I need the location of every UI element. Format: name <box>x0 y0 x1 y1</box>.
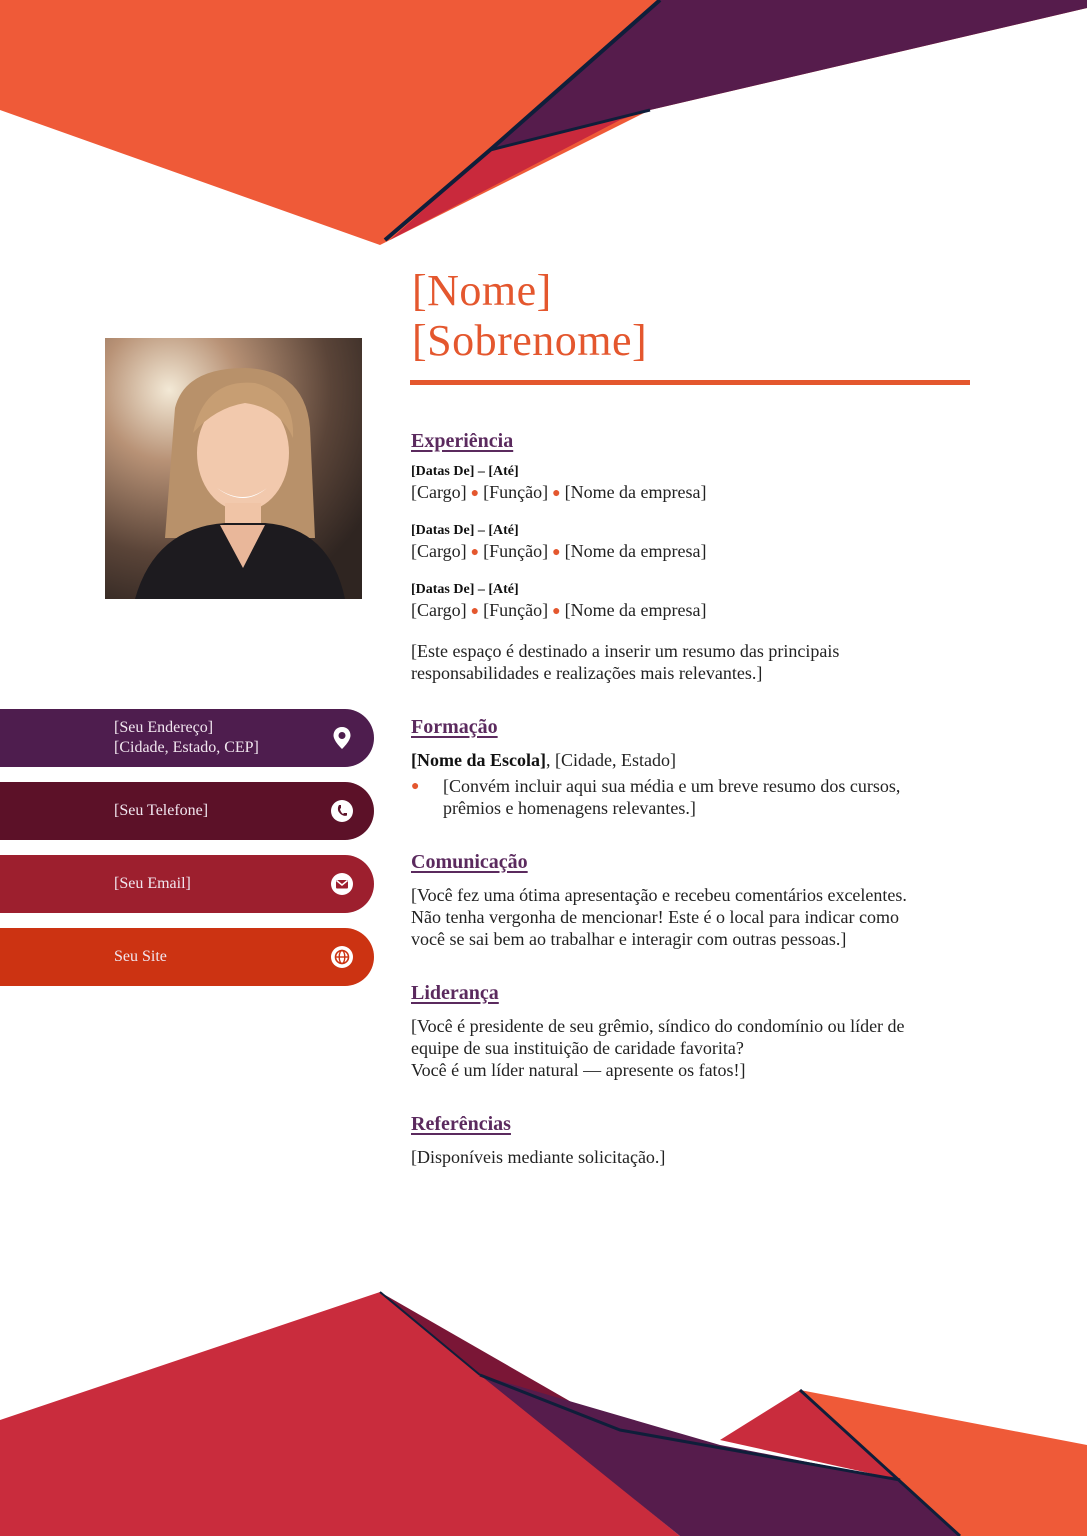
experience-company: [Nome da empresa] <box>564 541 707 561</box>
address-line: [Seu Endereço] <box>114 719 214 736</box>
school-line <box>411 749 971 771</box>
experience-function: [Função] <box>483 541 549 561</box>
experience-summary-line: [Este espaço é destinado a inserir um resumo das principais <box>411 641 840 661</box>
experience-details <box>411 481 971 506</box>
name-divider <box>410 380 970 385</box>
contact-phone-bar <box>0 782 374 840</box>
experience-item <box>411 463 971 506</box>
experience-role: [Cargo] <box>411 482 467 502</box>
leadership-heading: Liderança <box>411 982 499 1004</box>
bullet-dot-icon: ● <box>552 545 561 560</box>
name-block <box>412 266 972 366</box>
contact-email-bar <box>0 855 374 913</box>
experience-function: [Função] <box>483 600 549 620</box>
contact-site: Seu Site <box>114 948 167 965</box>
leadership-line: [Você é presidente de seu grêmio, síndico do condomínio ou líder de <box>411 1016 905 1036</box>
education-bullet-line: [Convém incluir aqui sua média e um breve resumo dos cursos, <box>443 776 901 796</box>
experience-role: [Cargo] <box>411 541 467 561</box>
experience-function: [Função] <box>483 482 549 502</box>
bullet-dot-icon: ● <box>470 545 480 560</box>
contact-email: [Seu Email] <box>114 875 191 892</box>
communication-line: [Você fez uma ótima apresentação e recebeu comentários excelentes. <box>411 885 907 905</box>
references-text: [Disponíveis mediante solicitação.] <box>411 1147 666 1167</box>
top-decoration <box>0 0 1087 250</box>
experience-dates: [Datas De] – [Até] <box>411 523 519 538</box>
contact-site-bar <box>0 928 374 986</box>
experience-company: [Nome da empresa] <box>564 600 707 620</box>
education-bullet-text <box>443 775 971 819</box>
experience-summary-line: responsabilidades e realizações mais relevantes.] <box>411 663 763 683</box>
contact-address-bar <box>0 709 374 767</box>
communication-line: você se sai bem ao trabalhar e interagir com outras pessoas.] <box>411 929 847 949</box>
experience-company: [Nome da empresa] <box>564 482 707 502</box>
city-state-zip: [Cidade, Estado, CEP] <box>114 739 259 756</box>
experience-item <box>411 581 971 624</box>
education-bullet-line: prêmios e homenagens relevantes.] <box>443 798 696 818</box>
first-name: [Nome] <box>412 266 552 315</box>
bottom-decoration <box>0 1280 1087 1536</box>
last-name: [Sobrenome] <box>412 316 648 365</box>
contact-address <box>114 718 259 758</box>
bullet-dot-icon: ● <box>470 604 480 619</box>
portrait-image <box>105 338 362 599</box>
bullet-dot-icon: ● <box>411 779 420 794</box>
contact-phone: [Seu Telefone] <box>114 802 209 819</box>
communication-heading: Comunicação <box>411 851 528 873</box>
bullet-dot-icon: ● <box>552 604 561 619</box>
leadership-line: Você é um líder natural — apresente os fatos!] <box>411 1060 746 1080</box>
leadership-line: equipe de sua instituição de caridade favorita? <box>411 1038 744 1058</box>
communication-text <box>411 884 971 950</box>
bullet-dot-icon: ● <box>470 486 480 501</box>
school-name: [Nome da Escola] <box>411 750 546 770</box>
experience-heading: Experiência <box>411 430 514 452</box>
experience-role: [Cargo] <box>411 600 467 620</box>
map-pin-icon <box>330 726 354 750</box>
globe-icon <box>330 945 354 969</box>
profile-photo <box>105 338 362 599</box>
phone-icon <box>330 799 354 823</box>
education-bullet <box>411 775 971 819</box>
bullet-dot-icon: ● <box>552 486 561 501</box>
school-location: , [Cidade, Estado] <box>545 750 676 770</box>
experience-dates: [Datas De] – [Até] <box>411 582 519 597</box>
education-heading: Formação <box>411 716 498 738</box>
experience-summary <box>411 640 971 684</box>
experience-dates: [Datas De] – [Até] <box>411 464 519 479</box>
experience-details <box>411 599 971 624</box>
experience-details <box>411 540 971 565</box>
envelope-icon <box>330 872 354 896</box>
main-content <box>411 430 971 1168</box>
experience-item <box>411 522 971 565</box>
communication-line: Não tenha vergonha de mencionar! Este é o local para indicar como <box>411 907 899 927</box>
leadership-text <box>411 1015 971 1081</box>
references-heading: Referências <box>411 1113 511 1135</box>
